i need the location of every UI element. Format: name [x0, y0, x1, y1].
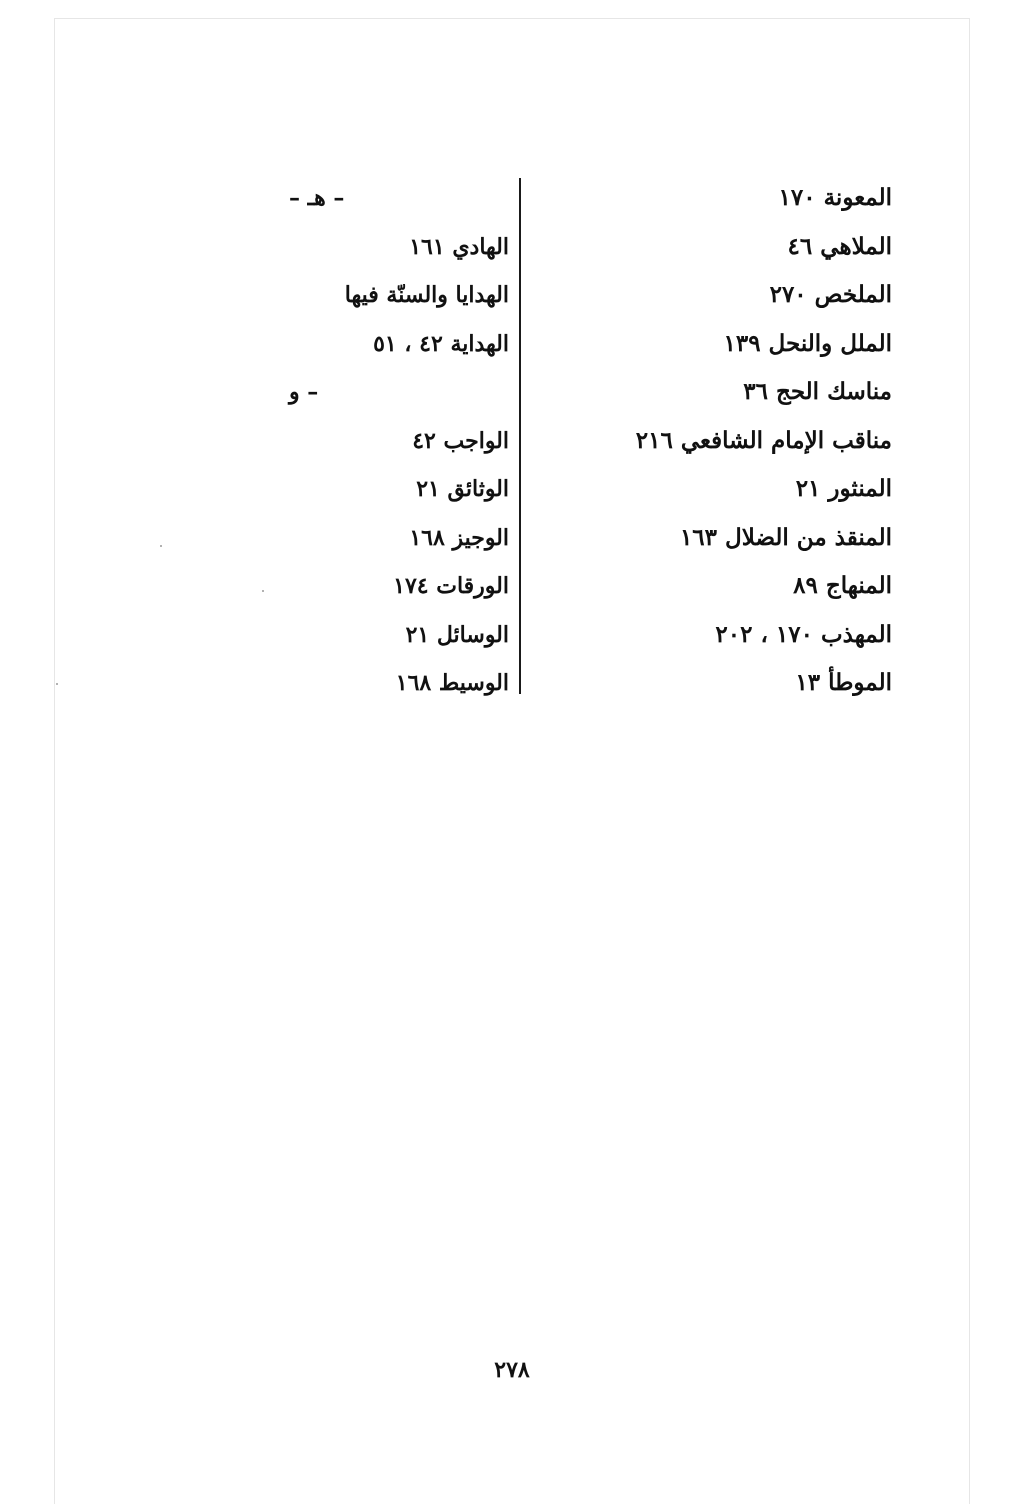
index-entry: المنثور ٢١	[795, 475, 892, 502]
index-entry: الوجيز ١٦٨	[409, 524, 509, 551]
scan-speck	[262, 590, 264, 592]
index-entry: الواجب ٤٢	[412, 427, 509, 454]
index-entry: الهدايا والسنّة فيها	[344, 282, 509, 308]
index-column-right	[562, 174, 892, 708]
scan-speck	[56, 683, 58, 685]
index-entry: الموطأ ١٣	[795, 669, 892, 696]
letter-heading-waw: – و	[289, 379, 319, 405]
column-divider	[519, 178, 521, 694]
letter-heading-ha: – هـ –	[289, 185, 345, 211]
index-entry: الهداية ٤٢ ، ٥١	[373, 330, 509, 357]
index-entry: المنقذ من الضلال ١٦٣	[679, 523, 892, 551]
index-entry: الوثائق ٢١	[416, 476, 509, 502]
index-entry: الملاهي ٤٦	[787, 232, 892, 260]
index-entry: مناقب الإمام الشافعي ٢١٦	[635, 426, 892, 454]
index-entry: المهذب ١٧٠ ، ٢٠٢	[715, 620, 892, 648]
index-entry: المعونة ١٧٠	[778, 184, 892, 211]
index-entry: الملل والنحل ١٣٩	[723, 329, 892, 357]
index-column-left	[279, 174, 509, 708]
page-number: ٢٧٨	[494, 1357, 530, 1383]
index-entry: مناسك الحج ٣٦	[743, 378, 892, 405]
scan-speck	[160, 545, 162, 547]
index-entry: الهادي ١٦١	[409, 233, 509, 260]
index-entry: الملخص ٢٧٠	[769, 281, 892, 308]
index-entry: الورقات ١٧٤	[393, 573, 509, 599]
index-entry: الوسائل ٢١	[405, 621, 509, 648]
index-entry: المنهاج ٨٩	[793, 572, 892, 599]
index-entry: الوسيط ١٦٨	[395, 670, 509, 696]
